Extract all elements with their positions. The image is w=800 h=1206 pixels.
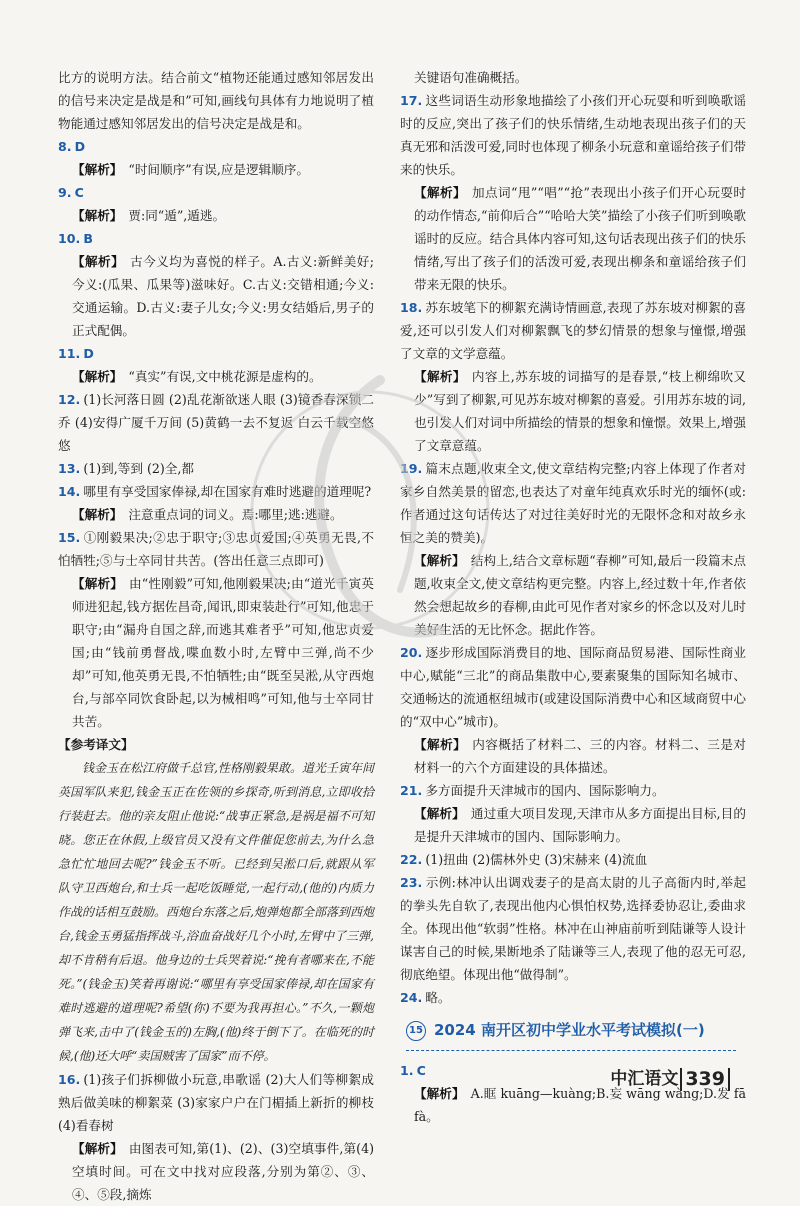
answer-text: (1)到,等到 (2)全,都 [83, 461, 194, 476]
answer-text: 略。 [425, 990, 451, 1005]
analysis-tag: 【解析】 [414, 553, 465, 568]
question-number: 12. [58, 392, 81, 407]
analysis-tag: 【解析】 [72, 162, 123, 177]
question-number: 14. [58, 484, 81, 499]
question-22 [400, 848, 746, 871]
analysis-text: 结构上,结合文章标题“春柳”可知,最后一段篇末点题,收束全文,使文章结构更完整。内容上,经过数十年,作者依然会想起故乡的春柳,由此可见作者对家乡的怀念以及对儿时美好生活的无比怀念。据此作答。 [414, 553, 747, 637]
analysis-text: 通过重大项目发现,天津市从多方面提出目标,目的是提升天津城市的国内、国际影响力。 [414, 806, 746, 844]
continued-text: 关键语句准确概括。 [414, 70, 528, 85]
answer-text: 示例:林冲认出调戏妻子的是高太尉的儿子高衙内时,举起的拳头先自软了,表现出他内心惧怕权势,选择委协忍让,委曲求全。体现出他“软弱”性格。林冲在山神庙前听到陆谦等人设计谋害自己的时候,果断地杀了陆谦等三人,表现了他的忍无可忍,彻底绝望。体现出他“做得制”。 [400, 875, 746, 982]
answer: D [74, 139, 86, 154]
question-number: 19. [400, 461, 423, 476]
analysis-text: 注意重点词的词义。焉:哪里;逃:逃避。 [128, 507, 343, 522]
section-number-badge: 15 [406, 1021, 426, 1041]
analysis-tag: 【解析】 [414, 369, 466, 384]
brand-name: 中汇语文 [610, 1069, 679, 1089]
answer-text: 逐步形成国际消费目的地、国际商品贸易港、国际性商业中心,赋能“三北”的商品集散中心,要素聚集的国际知名城市、交通畅达的流通枢纽城市(或建设国际消费中心和区域商贸中心的“双中心”城市)。 [400, 645, 746, 729]
analysis-tag: 【解析】 [72, 369, 123, 384]
question-number: 10. [58, 231, 81, 246]
analysis-9 [58, 204, 374, 227]
answer-text: (1)长河落日圆 (2)乱花渐欲迷人眼 (3)镜香春深锁二乔 (4)安得广厦千万间 (5)黄鹤一去不复返 白云千载空悠悠 [58, 392, 374, 453]
analysis-text: 加点词“甩”“唱”“抢”表现出小孩子们开心玩耍时的动作情态,“前仰后合”“哈哈大笑”描绘了小孩子们听到唤歌谣时的反应。结合具体内容可知,这句话表现出孩子们的快乐情绪,写出了孩子们的活泼可爱,表现出柳条和童谣给孩子们带来无限的快乐。 [414, 185, 747, 292]
analysis-15 [58, 572, 374, 733]
question-16 [58, 1068, 374, 1137]
question-number: 9. [58, 185, 72, 200]
section-title-text: 2024 南开区初中学业水平考试模拟(一) [434, 1021, 705, 1039]
analysis-tag: 【解析】 [414, 1086, 465, 1101]
question-20 [400, 641, 746, 733]
analysis-tag: 【解析】 [414, 185, 467, 200]
question-number: 21. [400, 783, 423, 798]
analysis-tag: 【解析】 [414, 806, 465, 821]
question-number: 24. [400, 990, 423, 1005]
question-number: 1. [400, 1063, 414, 1078]
analysis-tag: 【解析】 [72, 208, 123, 223]
analysis-text: 内容概括了材料二、三的内容。材料二、三是对材料一的六个方面建设的具体描述。 [414, 737, 746, 775]
analysis-tag: 【解析】 [72, 576, 124, 591]
section-title [406, 1019, 746, 1042]
analysis-text: 贾:同“遁”,遁逃。 [128, 208, 226, 223]
analysis-17 [400, 181, 746, 296]
analysis-tag: 【解析】 [72, 254, 125, 269]
analysis-20 [400, 733, 746, 779]
intro-text: 比方的说明方法。结合前文“植物还能通过感知邻居发出的信号来决定是战是和”可知,画线句具体有力地说明了植物能通过感知邻居发出的信号决定是战是和。 [58, 70, 374, 131]
analysis-text: “时间顺序”有误,应是逻辑顺序。 [128, 162, 309, 177]
page-number: 339 [680, 1068, 730, 1091]
answer: C [416, 1063, 426, 1078]
question-24 [400, 986, 746, 1009]
analysis-16 [58, 1137, 374, 1206]
question-13 [58, 457, 374, 480]
question-number: 17. [400, 93, 423, 108]
section-divider [406, 1050, 736, 1051]
question-number: 11. [58, 346, 81, 361]
answer-text: 这些词语生动形象地描绘了小孩们开心玩耍和听到唤歌谣时的反应,突出了孩子们的快乐情绪,生动地表现出孩子们的天真无邪和活泼可爱,同时也体现了柳条小玩意和童谣给孩子们带来的快乐。 [400, 93, 746, 177]
reference-translation-title: 【参考译文】 [58, 737, 134, 752]
reference-translation-text: 钱金玉在松江府做千总官,性格刚毅果敢。道光壬寅年间英国军队来犯,钱金玉正在佐领的乡探奇,听到消息,立即收拾行装赶去。他的亲友阻止他说:“战事正紧急,是祸是福不可知晓。您正在休假,上级官员又没有文件催促您前去,为什么急急忙忙地回去呢?”钱金玉不听。已经到吴淞口后,就跟从军队守卫西炮台,和士兵一起吃饭睡觉,一起行动,(他的)内质力作战的话相互鼓励。西炮台东落之后,炮弹炮都全部落到西炮台,钱金玉勇猛指挥战斗,浴血奋战好几个小时,左臂中了三弹,却不肯稍有后退。他身边的士兵哭着说:“挽有者哪来在,不能死。”(钱金玉)笑着再谢说:“哪里有享受国家俸禄,却在国家有难时逃避的道理呢?希望(你)不要为我再担心。”不久,一颗炮弹飞来,击中了(钱金玉的)左胸,(他)终于倒下了。在临死的时候,(他)还大呼“卖国贼害了国家”而不停。 [58, 761, 374, 1063]
question-18 [400, 296, 746, 365]
analysis-8 [58, 158, 374, 181]
question-number: 15. [58, 530, 81, 545]
right-column [400, 66, 746, 1128]
question-number: 18. [400, 300, 423, 315]
analysis-text: 内容上,苏东坡的词描写的是春景,“枝上柳绵吹又少”写到了柳絮,可见苏东坡对柳絮的喜爱。引用苏东坡的词,也引发人们对词中所描绘的情景的想象和憧憬。效果上,增强了文章意蕴。 [414, 369, 747, 453]
question-number: 20. [400, 645, 423, 660]
question-9 [58, 181, 374, 204]
question-11 [58, 342, 374, 365]
answer-text: 哪里有享受国家俸禄,却在国家有难时逃避的道理呢? [83, 484, 372, 499]
analysis-text: 由图表可知,第(1)、(2)、(3)空填事件,第(4)空填时间。可在文中找对应段落,分别为第②、③、④、⑤段,摘炼 [72, 1141, 374, 1202]
question-14 [58, 480, 374, 503]
answer: C [74, 185, 84, 200]
question-number: 8. [58, 139, 72, 154]
answer-text: ①刚毅果决;②忠于职守;③忠贞爱国;④英勇无畏,不怕牺牲;⑤与士卒同甘共苦。(答出任意三点即可) [58, 530, 374, 568]
analysis-11 [58, 365, 374, 388]
analysis-tag: 【解析】 [72, 1141, 123, 1156]
answer-text: 多方面提升天津城市的国内、国际影响力。 [425, 783, 665, 798]
question-number: 13. [58, 461, 81, 476]
question-12 [58, 388, 374, 457]
analysis-text: “真实”有误,文中桃花源是虚构的。 [128, 369, 322, 384]
page-footer [610, 1068, 730, 1091]
answer: D [83, 346, 94, 361]
question-21 [400, 779, 746, 802]
question-8 [58, 135, 374, 158]
question-17 [400, 89, 746, 181]
question-15 [58, 526, 374, 572]
answer: B [83, 231, 93, 246]
question-number: 16. [58, 1072, 81, 1087]
analysis-text: 古今义均为喜悦的样子。A.古义:新鲜美好;今义:(瓜果、瓜果等)滋味好。C.古义:交错相通;今义:交通运输。D.古义:妻子儿女;今义:男女结婚后,男子的正式配偶。 [72, 254, 374, 338]
analysis-21 [400, 802, 746, 848]
analysis-14 [58, 503, 374, 526]
question-23 [400, 871, 746, 986]
analysis-19 [400, 549, 746, 641]
left-column [58, 66, 374, 1206]
analysis-tag: 【解析】 [414, 737, 467, 752]
question-number: 22. [400, 852, 423, 867]
question-19 [400, 457, 746, 549]
analysis-18 [400, 365, 746, 457]
answer-text: (1)孩子们拆柳做小玩意,串歌谣 (2)大人们等柳絮成熟后做美味的柳絮菜 (3)家家户户在门楣插上新折的柳枝 (4)看春树 [58, 1072, 374, 1133]
answer-text: (1)扭曲 (2)儒林外史 (3)宋赫来 (4)流血 [425, 852, 648, 867]
answer-text: 苏东坡笔下的柳絮充满诗情画意,表现了苏东坡对柳絮的喜爱,还可以引发人们对柳絮飘飞的梦幻情景的想象与憧憬,增强了文章的文学意蕴。 [400, 300, 746, 361]
answer-text: 篇末点题,收束全文,使文章结构完整;内容上体现了作者对家乡自然美景的留恋,也表达了对童年纯真欢乐时光的缅怀(或:作者通过这句话传达了对过往美好时光的无限怀念和对故乡永恒之美的赞美)。 [400, 461, 746, 545]
analysis-text: 由“性刚毅”可知,他刚毅果决;由“道光千寅英师进犯起,钱方据佐昌奇,闻讯,即束装赴行”可知,他忠于职守;由“漏舟自国之辞,而逃其难者乎”可知,他忠贞爱国;由“钱前勇督战,喋血数小时,左臂中三弹,尚不少却”可知,他英勇无畏,不怕牺牲;由“既至吴淞,从守西炮台,与部卒同饮食卧起,以为械相鸣”可知,他与士卒同甘共苦。 [72, 576, 375, 729]
analysis-10 [58, 250, 374, 342]
question-number: 23. [400, 875, 423, 890]
analysis-tag: 【解析】 [72, 507, 123, 522]
question-10 [58, 227, 374, 250]
analysis-text: A.眶 kuāng—kuàng;B.妄 wāng wàng;D.发 fā fà。 [414, 1086, 746, 1124]
